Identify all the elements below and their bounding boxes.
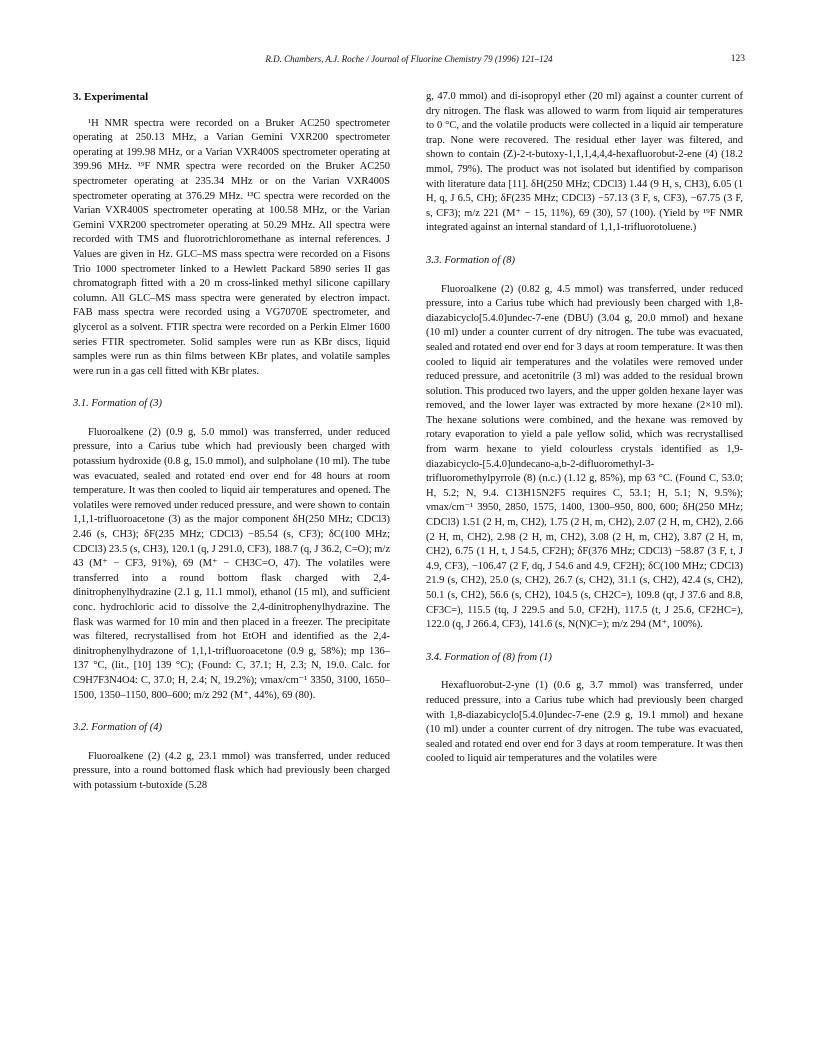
continued-paragraph: g, 47.0 mmol) and di-isopropyl ether (20 ml) against a counter current of dry nitrogen. The flask was allowed to warm from liquid air temperatures to 0 °C, and the volatile products were collected in a liquid air temperature trap. None were recovered. The residual ether layer was filtered, and shown to contain (Z)-2-t-butoxy-1,1,1,4,4,4-hexafluorobut-2-ene (4) (18.2 mmol, 79%). The product was not isolated but identified by comparison with literature data [11]. δH(250 MHz; CDCl3) 1.44 (9 H, s, CH3), 6.05 (1 H, q, J 6.5, CH); δF(235 MHz; CDCl3) −57.13 (3 F, s, CF3), −67.75 (3 F, s, CF3); m/z 221 (M⁺ − 15, 11%), 69 (30), 57 (100). (Yield by ¹⁹F NMR integrated against an internal standard of 1,1,1-trifluorotoluene.): [426, 91, 743, 234]
running-header: [73, 54, 745, 64]
subsection-title-3-1: 3.1. Formation of (3): [73, 398, 162, 410]
section-title: 3. Experimental: [73, 91, 149, 103]
subsection-title-3-3: 3.3. Formation of (8): [426, 254, 515, 266]
subsection-title-3-4: 3.4. Formation of (8) from (1): [426, 651, 552, 663]
experimental-intro-paragraph: ¹H NMR spectra were recorded on a Bruker AC250 spectrometer operating at 250.13 MHz, a Varian Gemini VXR200 spectrometer operating at 199.98 MHz, or a Varian VXR400S spectrometer operating at 399.96 MHz. ¹⁹F NMR spectra were recorded on the Bruker AC250 spectrometer operating at 235.34 MHz or on the Varian VXR400S spectrometer operating at 376.29 MHz. ¹³C spectra were recorded on the Varian VXR400S spectrometer operating at 100.58 MHz, or the Varian Gemini VXR200 spectrometer operating at 50.29 MHz. All spectra were recorded with TMS and fluorotrichloromethane as internal references. J Values are given in Hz. GLC–MS mass spectra were recorded on a Fisons Trio 1000 spectrometer linked to a Hewlett Packard 5890 series II gas chromatograph fitted with a 20 m cross-linked methyl silicone capillary column. All GLC–MS mass spectra were generated by electron impact. FAB mass spectra were recorded using a VG7070E spectrometer, and glycerol as a solvent. FTIR spectra were recorded on a Perkin Elmer 1600 series FTIR spectrometer. Solid samples were run as KBr discs, liquid samples were run as thin films between KBr plates, and volatile samples were run in a gas cell fitted with KBr plates.: [73, 117, 390, 377]
subsection-3-2-paragraph: Fluoroalkene (2) (4.2 g, 23.1 mmol) was transferred, under reduced pressure, into a round bottomed flask which had previously been charged with potassium t-butoxide (5.28: [73, 750, 390, 791]
running-title: R.D. Chambers, A.J. Roche / Journal of Fluorine Chemistry 79 (1996) 121–124: [265, 54, 553, 64]
subsection-3-3-paragraph: Fluoroalkene (2) (0.82 g, 4.5 mmol) was transferred, under reduced pressure, into a Carius tube which had previously been charged with 1,8-diazabicyclo[5.4.0]undec-7-ene (DBU) (3.04 g, 20.0 mmol) and hexane (10 ml) under a counter current of dry nitrogen. The tube was evacuated, sealed and rotated end over end for 3 days at room temperature. It was then cooled to liquid air temperatures and the volatiles were removed under reduced pressure, and acetonitrile (3 ml) was added to the residual brown solution. This produced two layers, and the upper golden hexane layer was removed, and the lower layer was extracted by more hexane (2×10 ml). The hexane solutions were combined, and the hexane was removed by rotary evaporation to yield a pale yellow solid, which was recrystallised from warm hexane to yield colourless crystals identified as 1,9-diazabicyclo-[5.4.0]undecano-a,b-2-difluoromethyl-3-trifluoromethylpyrrole (8) (n.c.) (1.12 g, 85%), mp 63 °C. (Found C, 53.0; H, 5.2; N, 9.4. C13H15N2F5 requires C, 53.1; H, 5.1; N, 9.5%); νmax/cm⁻¹ 3950, 2850, 1575, 1400, 1300–950, 800, 600; δH(250 MHz; CDCl3) 1.51 (2 H, m, CH2), 1.75 (2 H, m, CH2), 2.07 (2 H, m, CH2), 2.66 (2 H, m, CH2), 2.98 (2 H, m, CH2), 3.08 (2 H, m, CH2), 3.87 (2 H, m, CH2), 6.75 (1 H, t, J 54.5, CF2H); δF(376 MHz; CDCl3) −58.87 (3 F, t, J 4.9, CF3), −106.47 (2 F, dq, J 54.6 and 4.9, CF2H); δC(100 MHz; CDCl3) 21.9 (s, CH2), 25.0 (s, CH2), 26.7 (s, CH2), 31.1 (s, CH2), 42.4 (s, CH2), 50.1 (s, CH2), 56.6 (s, CH2), 104.5 (s, CH2C=), 109.8 (qt, J 37.6 and 8.8, CF3C=), 115.5 (tq, J 229.5 and 5.0, CF2H), 117.5 (t, J 25.6, CF2HC=), 122.0 (q, J 266.4, CF3), 141.6 (s, N(N)C=); m/z 294 (M⁺, 100%).: [426, 283, 743, 631]
left-column: [73, 90, 390, 794]
right-column: [426, 90, 743, 767]
subsection-title-3-2: 3.2. Formation of (4): [73, 722, 162, 734]
page-number: 123: [730, 54, 745, 64]
subsection-3-4-paragraph: Hexafluorobut-2-yne (1) (0.6 g, 3.7 mmol) was transferred, under reduced pressure, into a Carius tube which had previously been charged with 1,8-diazabicyclo[5.4.0]undec-7-ene (2.9 g, 19.1 mmol) and hexane (10 ml) under a counter current of dry nitrogen. The tube was evacuated, sealed and rotated end over end for 3 days at room temperature. It was then cooled to liquid air temperatures and the volatiles were: [426, 680, 743, 765]
subsection-3-1-paragraph: Fluoroalkene (2) (0.9 g, 5.0 mmol) was transferred, under reduced pressure, into a Carius tube which had previously been charged with potassium hydroxide (0.8 g, 15.0 mmol), and sulpholane (10 ml). The tube was evacuated, sealed and rotated end over end for 48 hours at room temperature. It was then cooled to liquid air temperatures and opened. The volatiles were removed under reduced pressure, and were shown to contain 1,1,1-trifluoroacetone (3) as the major component δH(250 MHz; CDCl3) 2.46 (s, CH3); δF(235 MHz; CDCl3) −85.54 (s, CF3); δC(100 MHz; CDCl3) 23.5 (s, CH3), 120.1 (q, J 291.0, CF3), 188.7 (q, J 36.2, C=O); m/z 43 (M⁺ − CF3, 91%), 69 (M⁺ − CH3C=O, 47). The volatiles were transferred into a round bottom flask charged with 2,4-dinitrophenylhydrazine (2.1 g, 11.1 mmol), ethanol (15 ml), and sufficient conc. hydrochloric acid to dissolve the 2,4-dinitrophenylhydrazine. The flask was warmed for 10 min and then placed in a freezer. The precipitate was filtered, recrystallised from hot EtOH and identified as the 2,4-dinitrophenylhydrazone of 1,1,1-trifluoroacetone (0.9 g, 58%); mp 136–137 °C, (lit., [10] 139 °C); (Found: C, 37.1; H, 2.3; N, 19.0. Calc. for C9H7F3N4O4: C, 37.0; H, 2.4; N, 19.2%); νmax/cm⁻¹ 3350, 3100, 1650–1500, 1350–1150, 800–600; m/z 292 (M⁺, 44%), 69 (80).: [73, 426, 390, 701]
